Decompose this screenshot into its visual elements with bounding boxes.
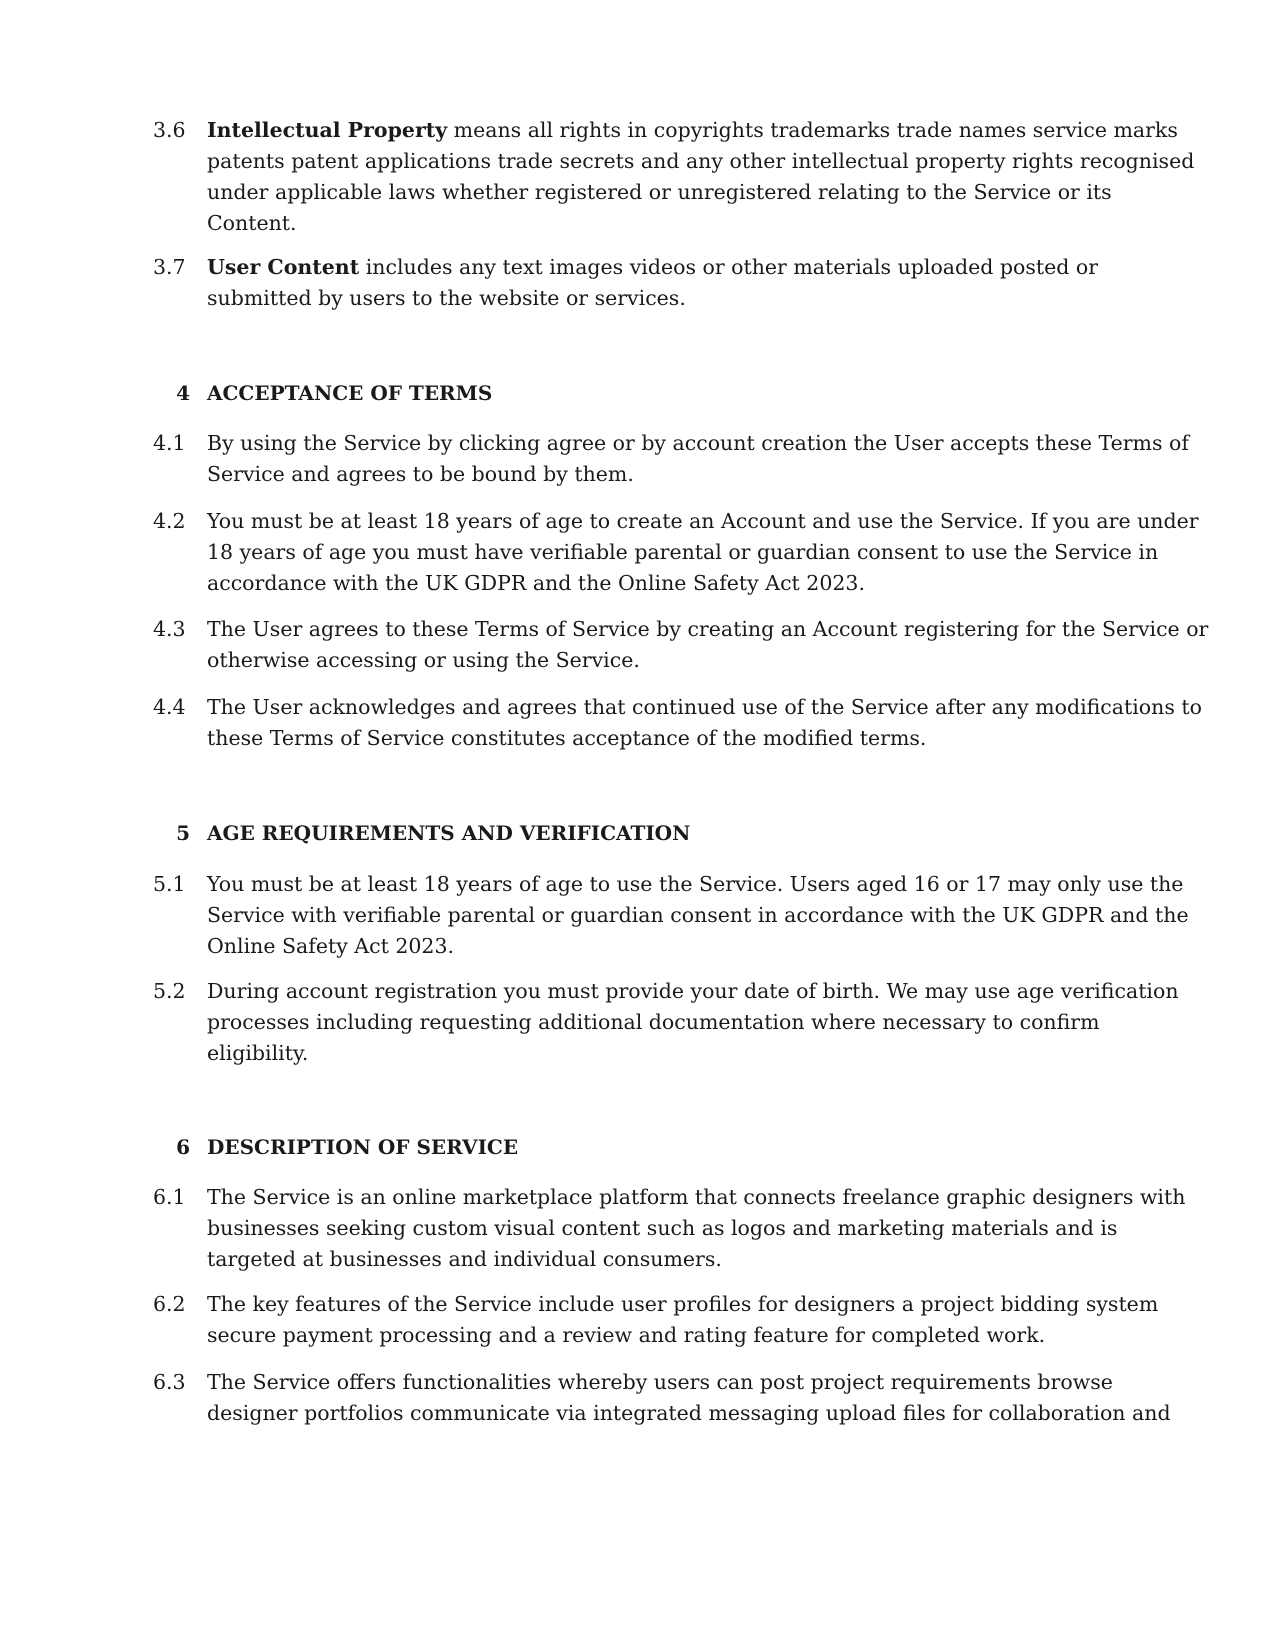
clause-text bbox=[207, 1289, 1159, 1351]
clause-line: During account registration you must provide your date of birth. We may use age verification bbox=[207, 979, 1179, 1003]
clause-line: The User acknowledges and agrees that continued use of the Service after any modifications to bbox=[207, 695, 1202, 719]
clause-line: Content. bbox=[207, 211, 297, 235]
section-title: AGE REQUIREMENTS AND VERIFICATION bbox=[207, 821, 691, 845]
clause-line: eligibility. bbox=[207, 1041, 309, 1065]
clause-line: Service with verifiable parental or guardian consent in accordance with the UK GDPR and the bbox=[207, 903, 1189, 927]
clause-line: By using the Service by clicking agree or by account creation the User accepts these Terms of bbox=[207, 431, 1189, 455]
clause-text bbox=[207, 1367, 1171, 1429]
clause-number: 3.6 bbox=[153, 118, 186, 142]
clause-number: 5.2 bbox=[153, 979, 186, 1003]
clause-text bbox=[207, 614, 1209, 676]
clause-line bbox=[207, 115, 1178, 146]
clause-number: 6.1 bbox=[153, 1185, 186, 1209]
clause-line: designer portfolios communicate via integrated messaging upload files for collaboration and bbox=[207, 1401, 1171, 1425]
clause-line: otherwise accessing or using the Service. bbox=[207, 648, 640, 672]
clause-number: 6.2 bbox=[153, 1292, 186, 1316]
clause-line bbox=[207, 252, 1137, 283]
clause-number: 5.1 bbox=[153, 872, 186, 896]
clause-line: Online Safety Act 2023. bbox=[207, 934, 455, 958]
clause-number: 4.1 bbox=[153, 431, 186, 455]
clause-number: 3.7 bbox=[153, 255, 186, 279]
clause-line: secure payment processing and a review and rating feature for completed work. bbox=[207, 1323, 1046, 1347]
clause-text bbox=[207, 115, 1195, 239]
clause-line: targeted at businesses and individual consumers. bbox=[207, 1247, 722, 1271]
clause-text bbox=[207, 506, 1199, 599]
clause-number: 4.2 bbox=[153, 509, 186, 533]
clause-line-text: means all rights in copyrights trademarks trade names service marks bbox=[447, 118, 1178, 142]
section-number: 5 bbox=[176, 821, 190, 845]
clause-line: processes including requesting additional documentation where necessary to confirm bbox=[207, 1010, 1100, 1034]
clause-line: under applicable laws whether registered or unregistered relating to the Service or its bbox=[207, 180, 1112, 204]
clause-line-text: includes any text images videos or other materials uploaded posted or bbox=[359, 255, 1099, 279]
defined-term: User Content bbox=[207, 255, 360, 279]
clause-line: 18 years of age you must have verifiable parental or guardian consent to use the Service in bbox=[207, 540, 1159, 564]
clause-text bbox=[207, 1182, 1186, 1275]
clause-number: 4.3 bbox=[153, 617, 186, 641]
clause-line: submitted by users to the website or services. bbox=[207, 286, 686, 310]
clause-line: patents patent applications trade secrets and any other intellectual property rights recognised bbox=[207, 149, 1195, 173]
clause-text bbox=[207, 976, 1179, 1069]
clause-line: You must be at least 18 years of age to use the Service. Users aged 16 or 17 may only use the bbox=[207, 872, 1184, 896]
clause-line: The Service is an online marketplace platform that connects freelance graphic designers with bbox=[207, 1185, 1186, 1209]
clause-line: these Terms of Service constitutes acceptance of the modified terms. bbox=[207, 726, 927, 750]
clause-text bbox=[207, 692, 1202, 754]
section-number: 6 bbox=[176, 1135, 190, 1159]
clause-number: 6.3 bbox=[153, 1370, 186, 1394]
clause-number: 4.4 bbox=[153, 695, 186, 719]
clause-text bbox=[207, 869, 1189, 962]
section-title: DESCRIPTION OF SERVICE bbox=[207, 1135, 519, 1159]
clause-line: Service and agrees to be bound by them. bbox=[207, 462, 634, 486]
clause-line: You must be at least 18 years of age to create an Account and use the Service. If you are under bbox=[207, 509, 1199, 533]
clause-line: The Service offers functionalities whereby users can post project requirements browse bbox=[207, 1370, 1113, 1394]
section-title: ACCEPTANCE OF TERMS bbox=[207, 381, 493, 405]
clause-line: businesses seeking custom visual content such as logos and marketing materials and is bbox=[207, 1216, 1118, 1240]
clause-line: accordance with the UK GDPR and the Online Safety Act 2023. bbox=[207, 571, 865, 595]
clause-text bbox=[207, 428, 1189, 490]
section-number: 4 bbox=[176, 381, 190, 405]
clause-line: The key features of the Service include user profiles for designers a project bidding system bbox=[207, 1292, 1159, 1316]
clause-line: The User agrees to these Terms of Service by creating an Account registering for the Service or bbox=[207, 617, 1209, 641]
defined-term: Intellectual Property bbox=[207, 118, 448, 142]
clause-text bbox=[207, 252, 1137, 314]
